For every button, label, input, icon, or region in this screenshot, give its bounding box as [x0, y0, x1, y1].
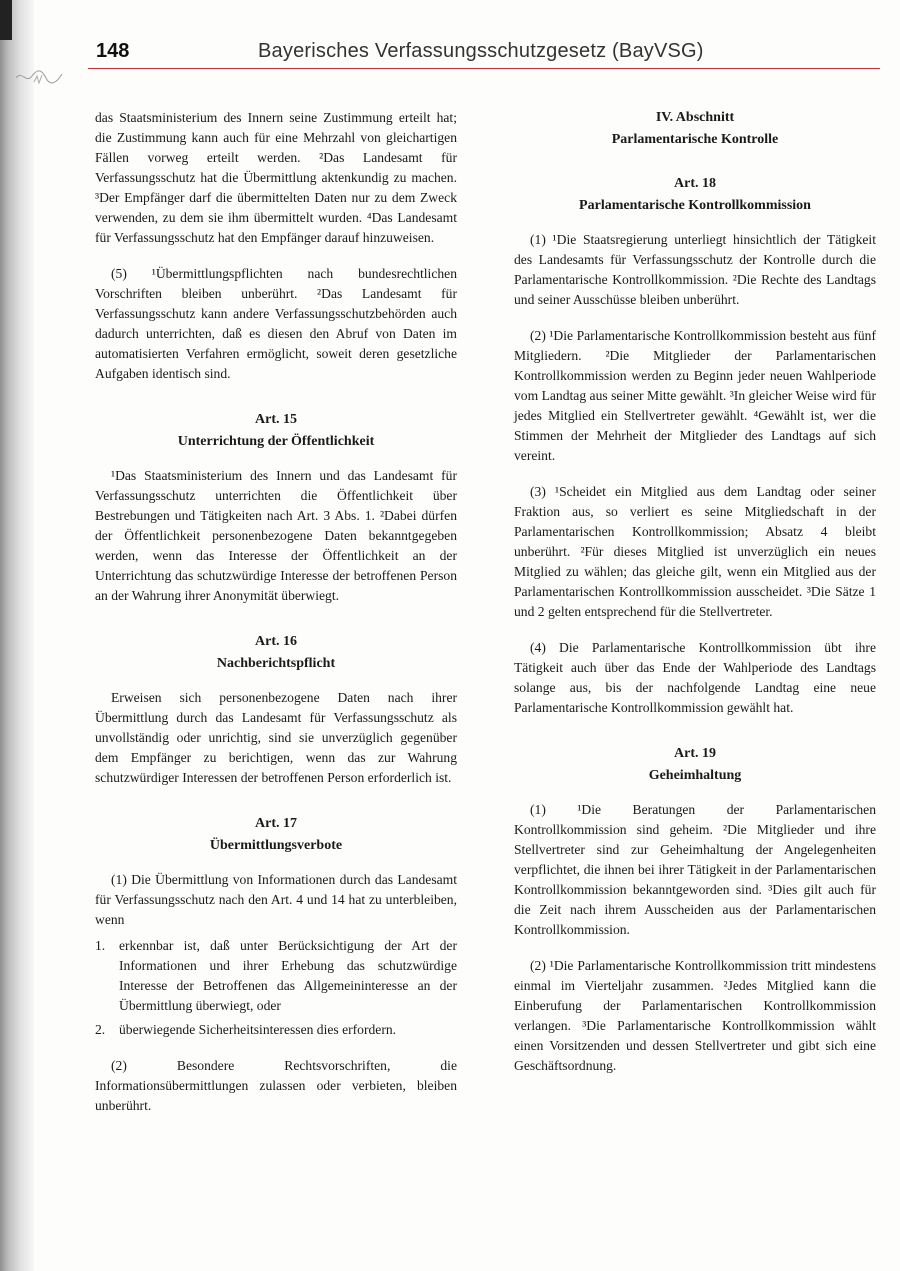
list-item-number: 2.: [95, 1022, 106, 1037]
art16-text: Erweisen sich personenbezogene Daten nach ihrer Übermittlung durch das Landesamt für Verfassungsschutz als unvollständig oder unrichtig, sind sie unverzüglich gegenüber dem Empfänger zu berichtigen, wenn das zur Wahrung schutzwürdiger Interessen der betroffenen Person erforderlich ist.: [95, 690, 457, 785]
art16-number: Art. 16: [255, 634, 297, 649]
art18-paragraph-2: (2) ¹Die Parlamentarische Kontrollkommission besteht aus fünf Mitgliedern. ²Die Mitglieder der Parlamentarischen Kontrollkommission werden zu Beginn jeder neuen Wahlperiode vom Landtag aus seiner Mitte gewählt. ³In gleicher Weise wird für jedes Mitglied ein Stellvertreter gewählt. ⁴Gewählt ist, wer die Stimmen der Mehrheit der Mitglieder des Landtags auf sich vereint.: [514, 328, 876, 463]
section-title: Parlamentarische Kontrolle: [611, 132, 779, 147]
list-item-number: 1.: [95, 938, 106, 953]
art19-title: Geheimhaltung: [648, 768, 742, 783]
art18-paragraph-4: (4) Die Parlamentarische Kontrollkommission übt ihre Tätigkeit auch über das Ende der Wahlperiode des Landtags solange aus, bis der nachfolgende Landtag eine neue Parlamentarische Kontrollkommission gewählt hat.: [514, 640, 876, 715]
left-column: [95, 108, 457, 1132]
pencil-scribble-mark: [14, 64, 74, 90]
art19-paragraph-2: (2) ¹Die Parlamentarische Kontrollkommission tritt mindestens einmal im Vierteljahr zusammen. ²Jedes Mitglied kann die Einberufung der Parlamentarischen Kontrollkommission verlangen. ³Die Parlamentarische Kontrollkommission wählt einen Vorsitzenden und dessen Stellvertreter und gibt sich eine Geschäftsordnung.: [514, 958, 876, 1073]
art15-text: ¹Das Staatsministerium des Innern und das Landesamt für Verfassungsschutz unterrichten die Öffentlichkeit über Bestrebungen und Tätigkeiten nach Art. 3 Abs. 1. ²Dabei dürfen der Öffentlichkeit personenbezogene Daten bekanntgegeben werden, wenn das Interesse der Öffentlichkeit an der Unterrichtung das schutzwürdige Interesse der betroffenen Person an der Wahrung ihrer Anonymität überwiegt.: [95, 468, 457, 603]
art17-paragraph-2: (2) Besondere Rechtsvorschriften, die Informationsübermittlungen zulassen oder verbieten, bleiben unberührt.: [95, 1058, 457, 1113]
page-binding-shadow: [0, 0, 34, 1271]
list-item-text: überwiegende Sicherheitsinteressen dies erfordern.: [119, 1022, 397, 1037]
binding-edge: [0, 0, 12, 40]
art17-list: [95, 936, 457, 1040]
art18-number: Art. 18: [674, 176, 716, 191]
art17-title: Übermittlungsverbote: [209, 838, 343, 853]
art15-title: Unterrichtung der Öffentlichkeit: [177, 434, 375, 449]
art18-paragraph-1: (1) ¹Die Staatsregierung unterliegt hinsichtlich der Tätigkeit des Landesamts für Verfassungsschutz der Kontrolle durch die Parlamentarische Kontrollkommission. ²Die Rechte des Landtags und seiner Ausschüsse bleiben unberührt.: [514, 232, 876, 307]
running-title: Bayerisches Verfassungsschutzgesetz (BayVSG): [258, 40, 704, 62]
list-item: [95, 936, 457, 1016]
paragraph-5: (5) ¹Übermittlungspflichten nach bundesrechtlichen Vorschriften bleiben unberührt. ²Das Landesamt für Verfassungsschutz kann andere Verfassungsschutzbehörden auch dadurch unterrichten, daß es diesen den Abruf von Daten im automatisierten Verfahren ermöglicht, soweit deren gesetzliche Aufgaben identisch sind.: [95, 266, 457, 381]
list-item-text: erkennbar ist, daß unter Berücksichtigung der Art der Informationen und ihrer Erhebung das schutzwürdige Interesse der Betroffenen das Allgemeininteresse an der Übermittlung überwiegt, oder: [119, 938, 457, 1013]
art17-paragraph-1: (1) Die Übermittlung von Informationen durch das Landesamt für Verfassungsschutz nach den Art. 4 und 14 hat zu unterbleiben, wenn: [95, 872, 457, 927]
art19-paragraph-1: (1) ¹Die Beratungen der Parlamentarischen Kontrollkommission sind geheim. ²Die Mitglieder und ihre Stellvertreter sind zur Geheimhaltung der Angelegenheiten verpflichtet, die ihnen bei ihrer Tätigkeit in der Parlamentarischen Kontrollkommission bekanntgeworden sind. ³Dies gilt auch für die Zeit nach ihrem Ausscheiden aus der Parlamentarischen Kontrollkommission.: [514, 802, 876, 937]
section-number: IV. Abschnitt: [655, 110, 735, 125]
paragraph-continued: das Staatsministerium des Innern seine Zustimmung erteilt hat; die Zustimmung kann auch für eine Mehrzahl von gleichartigen Fällen vorweg erteilt werden. ²Das Landesamt für Verfassungsschutz hat die Übermittlung aktenkundig zu machen. ³Der Empfänger darf die übermittelten Daten nur zu dem Zweck verwenden, zu dem sie ihm übermittelt wurden. ⁴Das Landesamt für Verfassungsschutz hat den Empfänger darauf hinzuweisen.: [95, 110, 457, 245]
header-rule: [88, 68, 880, 69]
art19-number: Art. 19: [674, 746, 716, 761]
art17-number: Art. 17: [255, 816, 297, 831]
art16-title: Nachberichtspflicht: [216, 656, 336, 671]
right-column: [514, 108, 876, 1092]
art15-number: Art. 15: [255, 412, 297, 427]
list-item: [95, 1020, 457, 1040]
page-number: 148: [96, 40, 130, 62]
art18-paragraph-3: (3) ¹Scheidet ein Mitglied aus dem Landtag oder seiner Fraktion aus, so verliert es seine Mitgliedschaft in der Parlamentarischen Kontrollkommission; Absatz 4 bleibt unberührt. ²Für dieses Mitglied ist unverzüglich ein neues Mitglied zu wählen; das gleiche gilt, wenn ein Mitglied aus der Parlamentarischen Kontrollkommission ausscheidet. ³Die Sätze 1 und 2 gelten entsprechend für die Stellvertreter.: [514, 484, 876, 619]
art18-title: Parlamentarische Kontrollkommission: [579, 198, 811, 213]
